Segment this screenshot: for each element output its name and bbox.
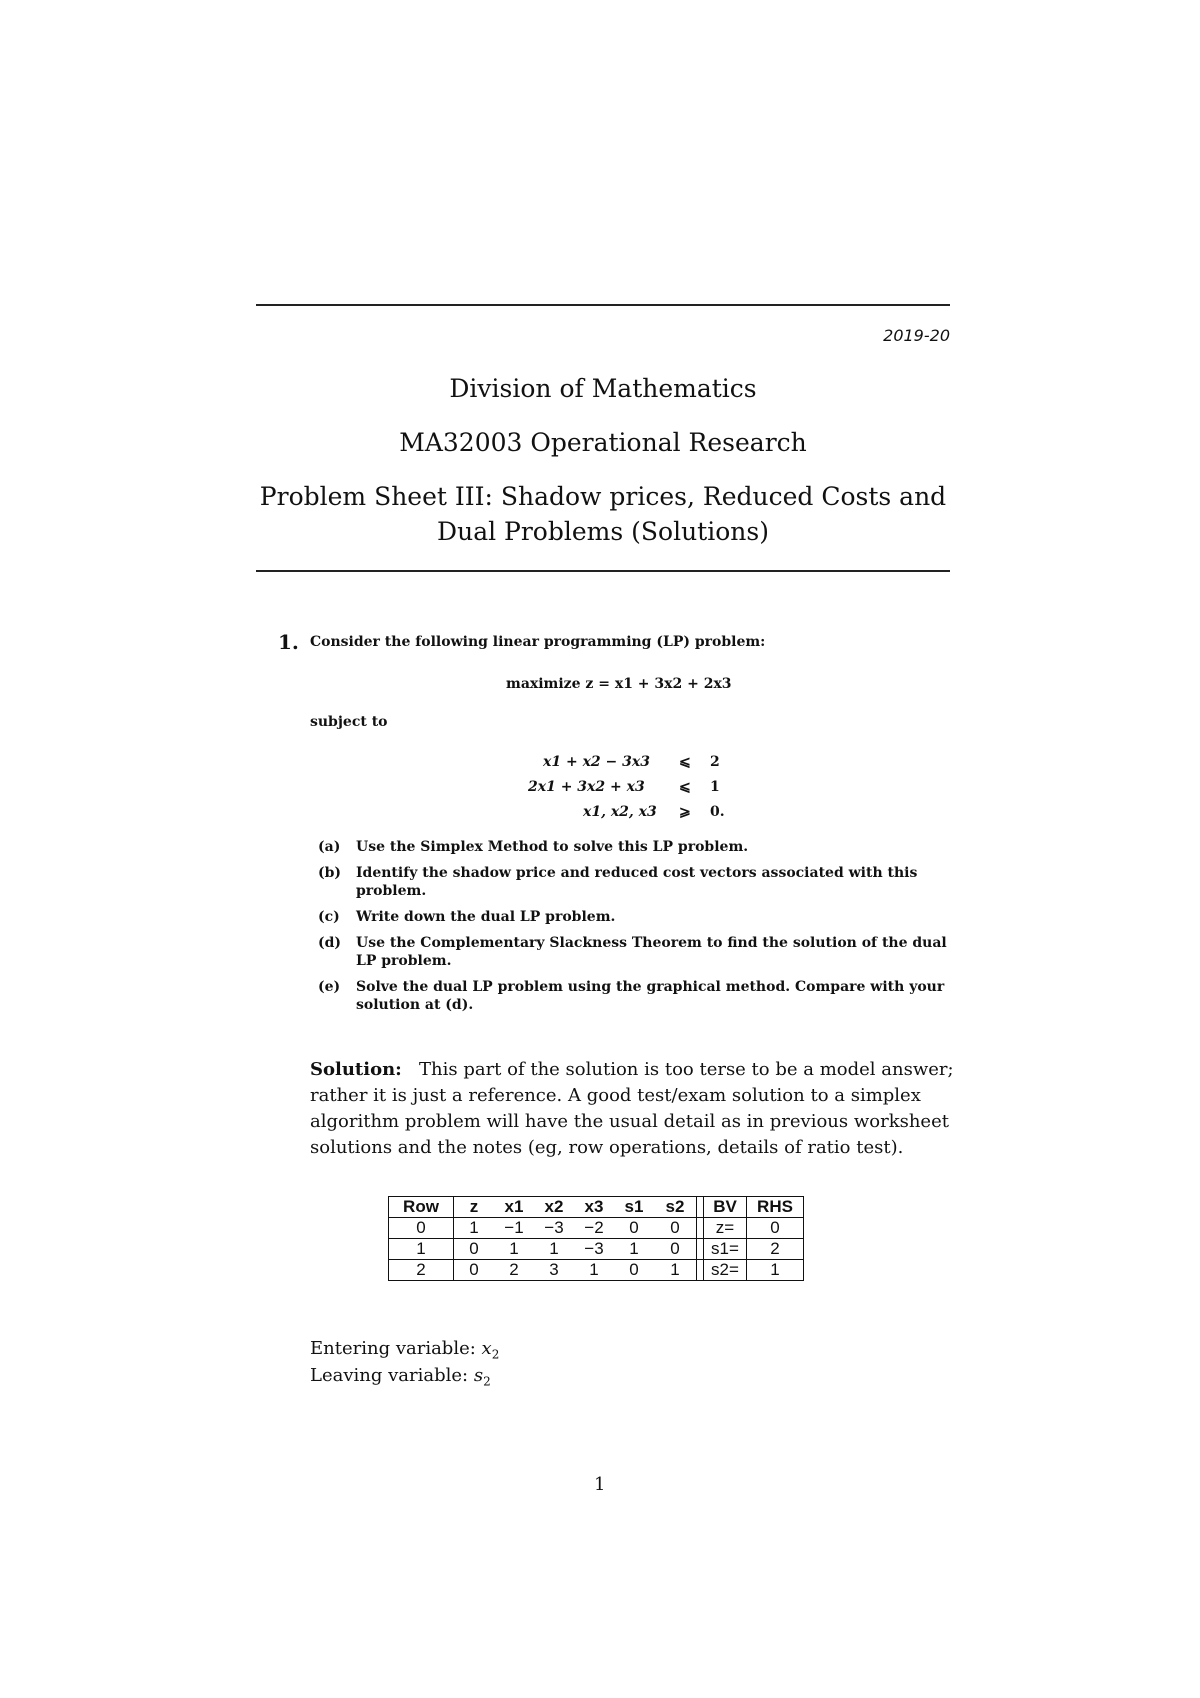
tableau-cell: 0 [614,1260,654,1281]
tableau-header-cell: s1 [614,1197,654,1218]
tableau-header-cell: Row [389,1197,454,1218]
tableau-cell: 2 [747,1239,804,1260]
constraint-1-lhs: x1 + x2 − 3x3 [543,754,650,770]
tableau-cell: s2= [704,1260,747,1281]
tableau-header-cell: s2 [654,1197,697,1218]
solution-heading: Solution: [310,1059,402,1080]
tableau-header-cell: RHS [747,1197,804,1218]
tableau-cell: z= [704,1218,747,1239]
constraint-3-lhs: x1, x2, x3 [583,804,657,820]
part-b-label: (b) [318,865,342,881]
division-title: Division of Mathematics [449,374,757,403]
tableau-header-cell: x2 [534,1197,574,1218]
tableau-row [389,1260,804,1281]
sheet-title-line2: Dual Problems (Solutions) [437,517,769,546]
part-b-text: Identify the shadow price and reduced cost vectors associated with this problem. [356,865,918,899]
academic-year: 2019-20 [883,326,950,345]
tableau-cell: 2 [389,1260,454,1281]
tableau-cell: 1 [534,1239,574,1260]
entering-var: x [481,1338,492,1359]
sheet-title-line1: Problem Sheet III: Shadow prices, Reduced Costs and [259,482,947,511]
tableau-separator [697,1218,704,1239]
subject-to-label: subject to [310,714,388,730]
objective-function: maximize z = x1 + 3x2 + 2x3 [506,676,732,692]
solution-paragraph [310,1057,955,1161]
solution-text: This part of the solution is too terse to be a model answer; rather it is just a reference. A good test/exam solution to a simplex algorithm problem will have the usual detail as in previous worksheet solutions and the notes (eg, row operations, details of ratio test). [310,1059,954,1158]
tableau-cell: 0 [614,1218,654,1239]
part-e [318,978,954,1014]
tableau-cell: 0 [654,1218,697,1239]
part-a-text: Use the Simplex Method to solve this LP problem. [356,839,749,855]
tableau-header-cell: x3 [574,1197,614,1218]
tableau-cell: −2 [574,1218,614,1239]
part-b [318,864,954,900]
simplex-tableau [388,1196,804,1281]
part-c-text: Write down the dual LP problem. [356,909,616,925]
tableau-cell: 1 [574,1260,614,1281]
tableau-cell: s1= [704,1239,747,1260]
part-e-label: (e) [318,979,341,995]
question-number: 1. [278,630,299,654]
bottom-rule [256,570,950,572]
leaving-var: s [473,1365,484,1386]
tableau-separator [697,1197,704,1218]
constraint-1-rhs: 2 [710,754,720,770]
constraint-1-rel: ⩽ [679,754,691,770]
tableau-cell: −1 [494,1218,534,1239]
tableau-cell: 1 [614,1239,654,1260]
tableau-cell: 1 [454,1218,495,1239]
constraint-2-rhs: 1 [710,779,720,795]
question-intro: Consider the following linear programming (LP) problem: [310,634,766,650]
entering-label: Entering variable: [310,1338,476,1359]
part-c-label: (c) [318,909,340,925]
top-rule [256,304,950,306]
page-number: 1 [594,1474,606,1495]
tableau-cell: 1 [747,1260,804,1281]
entering-sub: 2 [491,1347,500,1362]
tableau-cell: 1 [389,1239,454,1260]
tableau-row [389,1218,804,1239]
part-d-text: Use the Complementary Slackness Theorem to find the solution of the dual LP problem. [356,935,947,969]
part-a [318,838,954,856]
tableau-cell: −3 [574,1239,614,1260]
tableau-cell: 0 [747,1218,804,1239]
tableau-cell: 1 [654,1260,697,1281]
tableau-cell: 0 [454,1239,495,1260]
tableau-cell: 0 [454,1260,495,1281]
leaving-variable [310,1365,491,1389]
tableau-cell: 2 [494,1260,534,1281]
tableau-header-cell: z [454,1197,495,1218]
part-c [318,908,954,926]
tableau-separator [697,1239,704,1260]
constraint-3-rhs: 0. [710,804,725,820]
tableau-cell: 1 [494,1239,534,1260]
tableau-cell: 3 [534,1260,574,1281]
tableau-header-cell: BV [704,1197,747,1218]
question-parts [318,838,954,1022]
tableau-header-cell: x1 [494,1197,534,1218]
tableau-cell: −3 [534,1218,574,1239]
part-d-label: (d) [318,935,342,951]
tableau-separator [697,1260,704,1281]
constraint-3-rel: ⩾ [679,804,691,820]
constraint-2-lhs: 2x1 + 3x2 + x3 [528,779,645,795]
leaving-sub: 2 [483,1374,491,1389]
tableau-cell: 0 [389,1218,454,1239]
tableau-row [389,1239,804,1260]
tableau-header-row [389,1197,804,1218]
tableau-cell: 0 [654,1239,697,1260]
entering-variable [310,1338,499,1362]
constraint-2-rel: ⩽ [679,779,691,795]
part-a-label: (a) [318,839,341,855]
part-e-text: Solve the dual LP problem using the graphical method. Compare with your solution at (d). [356,979,945,1013]
leaving-label: Leaving variable: [310,1365,469,1386]
part-d [318,934,954,970]
course-title: MA32003 Operational Research [399,428,807,457]
